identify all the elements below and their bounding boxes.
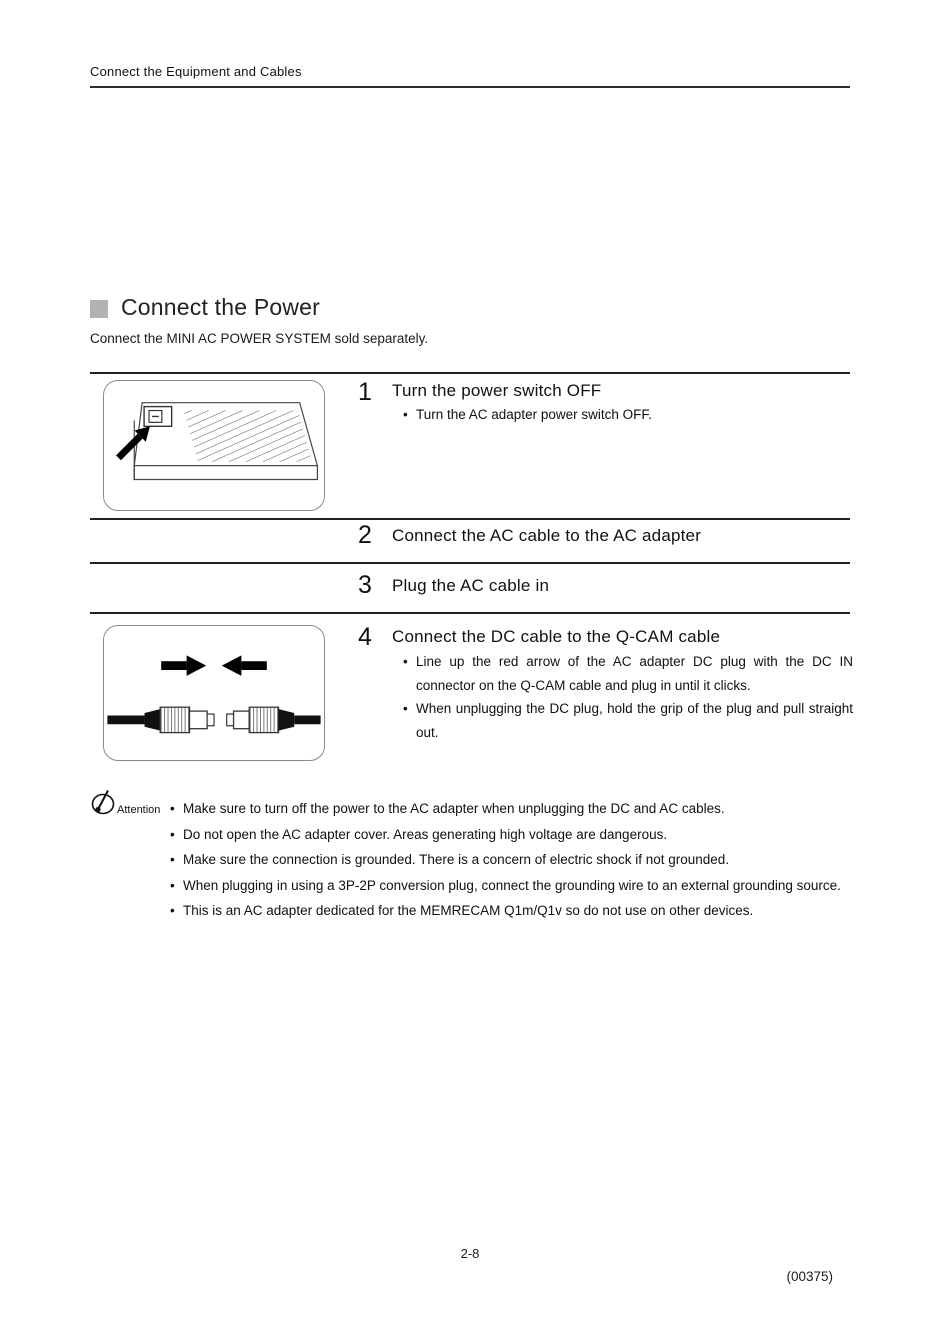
- step-4-number: 4: [358, 623, 372, 651]
- ac-adapter-illustration: [104, 381, 324, 510]
- attention-label: Attention: [117, 804, 161, 816]
- step-1-title: Turn the power switch OFF: [392, 381, 602, 400]
- header-rule: [90, 86, 850, 88]
- step-1-bullets: [403, 403, 853, 427]
- section-heading: [90, 294, 320, 321]
- attention-text: This is an AC adapter dedicated for the MEMRECAM Q1m/Q1v so do not use on other devices.: [183, 903, 754, 918]
- bullet-glyph: •: [170, 801, 175, 816]
- bullet-item: [403, 650, 853, 697]
- attention-item: [170, 873, 846, 899]
- step-2-title: Connect the AC cable to the AC adapter: [392, 526, 702, 545]
- dc-plug-connectors-illustration: [104, 626, 324, 760]
- step-2-number: 2: [358, 521, 372, 549]
- bullet-glyph: •: [170, 852, 175, 867]
- step-4-figure: [103, 625, 325, 761]
- attention-icon: [90, 788, 116, 816]
- bullet-glyph: •: [170, 826, 175, 842]
- step-divider: [90, 372, 850, 374]
- step-3-number: 3: [358, 571, 372, 599]
- step-1-figure: [103, 380, 325, 511]
- bullet-item: [403, 403, 853, 427]
- step-divider: [90, 562, 850, 564]
- attention-item: [170, 796, 846, 822]
- bullet-text: Line up the red arrow of the AC adapter DC plug with the DC IN connector on the Q-CAM cable and plug in until it clicks.: [416, 654, 853, 693]
- step-divider: [90, 518, 850, 520]
- bullet-glyph: •: [170, 877, 175, 893]
- section-intro: Connect the MINI AC POWER SYSTEM sold separately.: [90, 331, 429, 346]
- step-4-title: Connect the DC cable to the Q-CAM cable: [392, 627, 721, 646]
- step-4-bullets: [403, 650, 853, 744]
- dc-connector-right: [227, 707, 321, 732]
- section-bullet-square: [90, 300, 108, 318]
- running-header: Connect the Equipment and Cables: [90, 64, 302, 79]
- step-divider: [90, 612, 850, 614]
- attention-text: Do not open the AC adapter cover. Areas generating high voltage are dangerous.: [183, 826, 668, 842]
- page-number: 2-8: [460, 1246, 480, 1261]
- bullet-item: [403, 697, 853, 744]
- attention-text: Make sure the connection is grounded. There is a concern of electric shock if not grounded.: [183, 852, 730, 867]
- attention-text: Make sure to turn off the power to the AC adapter when unplugging the DC and AC cables.: [183, 801, 725, 816]
- attention-list: [170, 796, 846, 924]
- attention-item: [170, 898, 846, 924]
- bullet-glyph: •: [403, 701, 408, 716]
- dc-plug-left: [107, 707, 214, 732]
- plug-direction-arrows-icon: [161, 655, 267, 676]
- section-title: Connect the Power: [121, 294, 321, 320]
- document-code: (00375): [786, 1269, 833, 1284]
- bullet-glyph: •: [403, 407, 408, 422]
- step-1-number: 1: [358, 378, 372, 406]
- bullet-glyph: •: [403, 654, 408, 669]
- bullet-text: When unplugging the DC plug, hold the grip of the plug and pull straight out.: [416, 701, 853, 740]
- attention-item: [170, 847, 846, 873]
- step-3-title: Plug the AC cable in: [392, 576, 550, 595]
- power-switch-icon: [144, 407, 172, 427]
- bullet-text: Turn the AC adapter power switch OFF.: [416, 407, 652, 422]
- attention-text: When plugging in using a 3P-2P conversion plug, connect the grounding wire to an external grounding source.: [183, 877, 841, 893]
- attention-item: [170, 822, 846, 848]
- bullet-glyph: •: [170, 903, 175, 918]
